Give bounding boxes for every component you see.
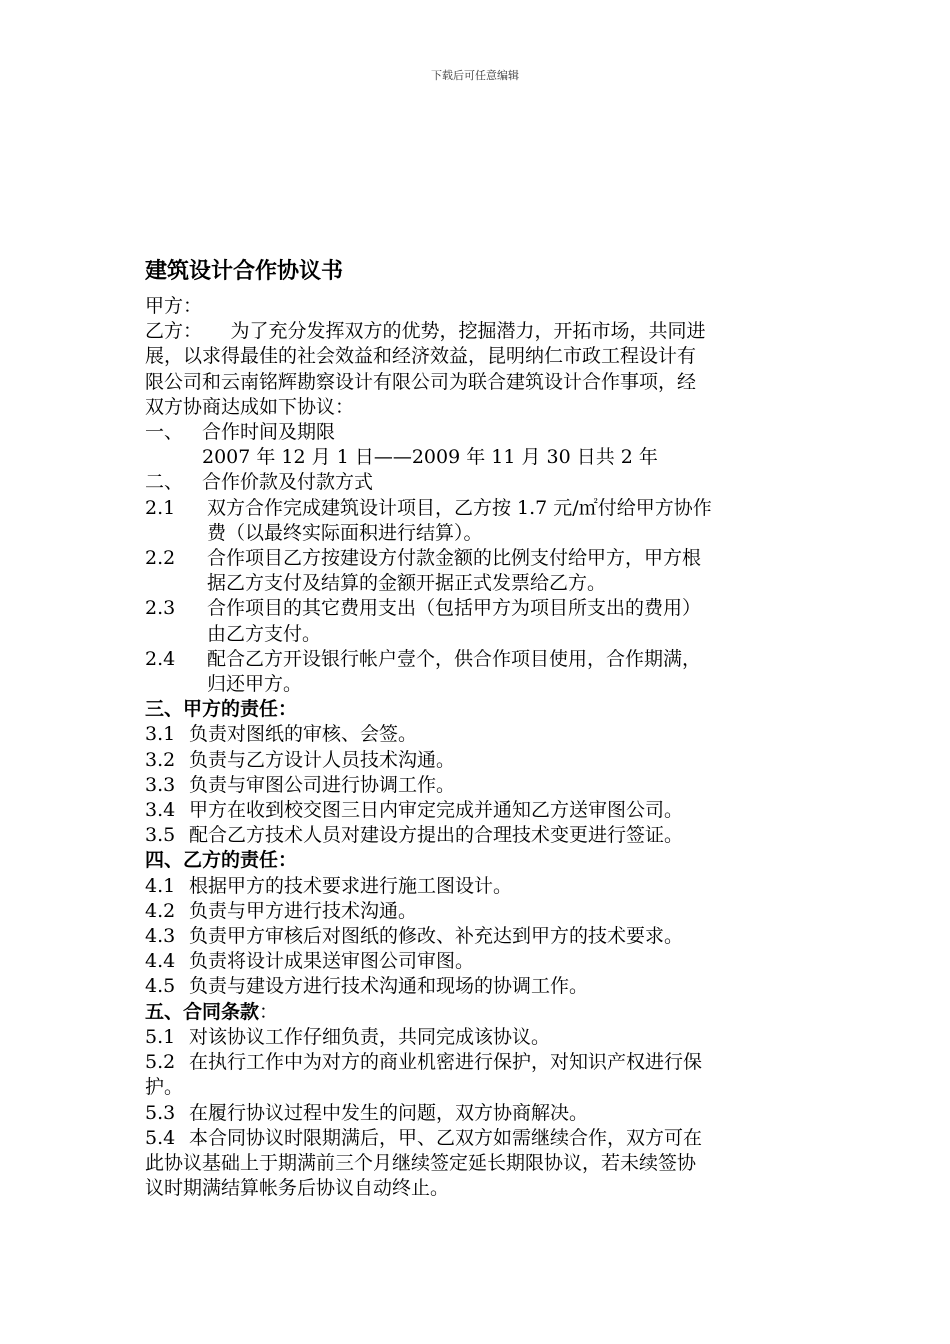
clause-2-1 [145,496,810,546]
clause-2-3 [145,596,810,646]
clause-line: 据乙方支付及结算的金额开据正式发票给乙方。 [207,572,607,595]
clause-text: 议时期满结算帐务后协议自动终止。 [145,1177,450,1200]
clause-line: 双方合作完成建筑设计项目，乙方按 1.7 元/㎡付给甲方协作 [207,496,712,519]
clause-text: 本合同协议时限期满后，甲、乙双方如需继续合作，双方可在 [189,1126,703,1149]
section-4-heading: 四、乙方的责任： [145,849,298,872]
clause-line: 费（以最终实际面积进行结算）。 [207,521,483,544]
intro-line: 展，以求得最佳的社会效益和经济效益，昆明纳仁市政工程设计有 [145,345,697,368]
document-title: 建筑设计合作协议书 [145,259,344,284]
clause-4-3 [145,924,810,949]
intro-line: 限公司和云南铭辉勘察设计有限公司为联合建筑设计合作事项，经 [145,370,697,393]
clause-number: 4.3 [145,925,176,948]
clause-5-4 [145,1126,810,1202]
page-header-note: 下载后可任意编辑 [431,69,519,82]
clause-4-4 [145,949,810,974]
clause-number: 4.1 [145,874,176,897]
section-3-heading: 三、甲方的责任： [145,698,298,721]
clause-number: 4.2 [145,899,176,922]
section-title: 合作价款及付款方式 [202,471,374,494]
clause-number: 5.1 [145,1025,176,1048]
clause-number: 5.2 [145,1051,176,1074]
clause-text: 对该协议工作仔细负责，共同完成该协议。 [189,1025,551,1048]
clause-4-5 [145,974,810,999]
clause-number: 5.3 [145,1101,176,1124]
section-5-heading [145,1000,810,1025]
clause-text: 负责与甲方进行技术沟通。 [189,899,418,922]
clause-number: 2.4 [145,647,176,670]
clause-text: 此协议基础上于期满前三个月继续签定延长期限协议，若未续签协 [145,1151,697,1174]
clause-5-1 [145,1025,810,1050]
clause-5-3 [145,1101,810,1126]
clause-text: 配合乙方技术人员对建设方提出的合理技术变更进行签证。 [189,824,684,847]
clause-2-4 [145,647,810,697]
clause-text: 在履行协议过程中发生的问题，双方协商解决。 [189,1101,589,1124]
heading-colon: ： [259,1000,279,1023]
section-title: 合作时间及期限 [202,421,336,444]
clause-4-1 [145,874,810,899]
clause-line: 归还甲方。 [207,673,303,696]
clause-number: 3.3 [145,773,176,796]
clause-number: 3.5 [145,824,176,847]
clause-number: 5.4 [145,1126,176,1149]
clause-number: 2.3 [145,597,176,620]
section-number: 一、 [145,421,184,444]
clause-line: 由乙方支付。 [207,622,322,645]
intro-paragraph [145,319,810,420]
section-2-heading [145,470,810,495]
clause-3-5 [145,823,810,848]
section-number: 二、 [145,471,184,494]
section-1-heading [145,420,810,445]
clause-text: 负责对图纸的审核、会签。 [189,723,418,746]
clause-text: 负责与审图公司进行协调工作。 [189,773,456,796]
clause-line: 合作项目乙方按建设方付款金额的比例支付给甲方，甲方根 [207,547,702,570]
clause-text: 根据甲方的技术要求进行施工图设计。 [189,874,513,897]
clause-text: 负责与建设方进行技术沟通和现场的协调工作。 [189,975,589,998]
clause-number: 3.2 [145,748,176,771]
clause-4-2 [145,899,810,924]
clause-3-4 [145,798,810,823]
clause-3-3 [145,773,810,798]
clause-text: 负责甲方审核后对图纸的修改、补充达到甲方的技术要求。 [189,925,684,948]
clause-number: 2.1 [145,496,176,519]
clause-2-2 [145,546,810,596]
clause-text: 负责将设计成果送审图公司审图。 [189,950,475,973]
clause-text: 护。 [145,1076,184,1099]
clause-number: 3.1 [145,723,176,746]
document-body [145,258,810,1201]
clause-text: 甲方在收到校交图三日内审定完成并通知乙方送审图公司。 [189,799,684,822]
section-1-period: 2007 年 12 月 1 日——2009 年 11 月 30 日共 2 年 [202,446,658,469]
clause-3-1 [145,722,810,747]
clause-line: 配合乙方开设银行帐户壹个，供合作项目使用，合作期满， [207,647,702,670]
clause-number: 3.4 [145,799,176,822]
party-a-label: 甲方： [145,295,203,317]
clause-number: 4.5 [145,975,176,998]
section-title: 五、合同条款 [145,1000,260,1023]
clause-5-2 [145,1050,810,1100]
clause-number: 2.2 [145,547,176,570]
clause-3-2 [145,748,810,773]
clause-line: 合作项目的其它费用支出（包括甲方为项目所支出的费用） [207,597,702,620]
clause-text: 在执行工作中为对方的商业机密进行保护，对知识产权进行保 [189,1051,703,1074]
clause-text: 负责与乙方设计人员技术沟通。 [189,748,456,771]
intro-line: 乙方： 为了充分发挥双方的优势，挖掘潜力，开拓市场，共同进 [145,320,706,343]
clause-number: 4.4 [145,950,176,973]
intro-line: 双方协商达成如下协议： [145,395,355,418]
